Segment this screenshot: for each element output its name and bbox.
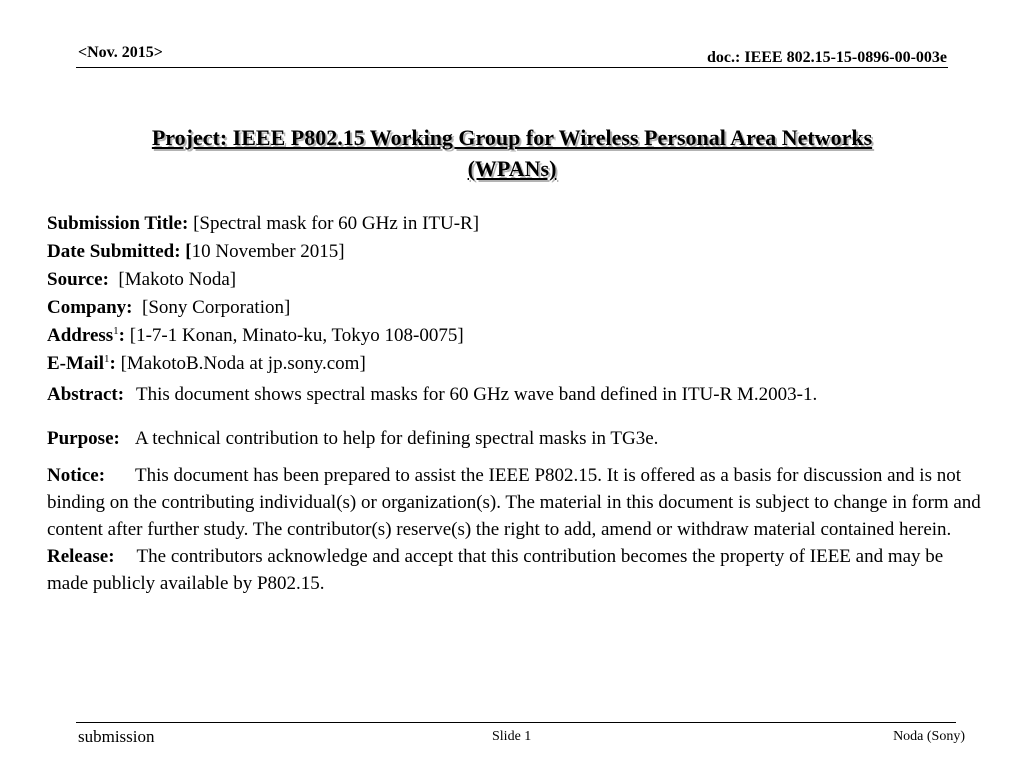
release-paragraph (47, 543, 982, 597)
footer-author: Noda (Sony) (893, 729, 965, 744)
header-divider (76, 67, 948, 68)
footer-submission: submission (78, 727, 155, 746)
notice-paragraph (47, 462, 982, 543)
date-submitted-value: 10 November 2015] (191, 241, 345, 262)
address-colon: : (118, 325, 125, 346)
date-submitted-row (47, 238, 987, 266)
date-submitted-label: Date Submitted: [ (47, 241, 192, 262)
address-value: [1-7-1 Konan, Minato-ku, Tokyo 108-0075] (125, 325, 464, 346)
email-label: E-Mail (47, 353, 104, 374)
release-text: The contributors acknowledge and accept that this contribution becomes the property of IEEE and may be made publicly available by P802.15. (47, 546, 944, 594)
header-doc-id: doc.: IEEE 802.15-15-0896-00-003e (707, 49, 947, 66)
page-title-line2: (WPANs) (467, 156, 557, 181)
purpose-text: A technical contribution to help for defining spectral masks in TG3e. (134, 428, 659, 449)
submission-title-label: Submission Title: (47, 213, 189, 234)
email-footnote-mark: 1 (104, 353, 110, 365)
notice-label: Notice: (47, 465, 106, 486)
page-title (60, 122, 964, 184)
abstract-text: This document shows spectral masks for 60 GHz wave band defined in ITU-R M.2003-1. (136, 384, 818, 405)
purpose-label: Purpose: (47, 428, 120, 449)
submission-title-row (47, 210, 987, 238)
page-title-line1: Project: IEEE P802.15 Working Group for Wireless Personal Area Networks (151, 125, 873, 150)
source-label: Source: (47, 269, 109, 290)
footer-divider (76, 722, 956, 723)
abstract-label: Abstract: (47, 384, 125, 405)
abstract-block (47, 381, 982, 408)
header-date: <Nov. 2015> (78, 44, 163, 61)
company-row (47, 294, 987, 322)
footer-slide-number: Slide 1 (492, 729, 532, 744)
notice-text: This document has been prepared to assist the IEEE P802.15. It is offered as a basis for discussion and is not binding on the contributing individual(s) or organization(s). The material in this document is subject to change in form and content after further study. The contributor(s) reserve(s) the right to add, amend or withdraw material contained herein. (47, 465, 981, 540)
release-label: Release: (47, 546, 115, 567)
purpose-block (47, 425, 982, 452)
company-value: [Sony Corporation] (132, 297, 291, 318)
address-label: Address (47, 325, 114, 346)
email-value: [MakotoB.Noda at jp.sony.com] (115, 353, 366, 374)
source-value: [Makoto Noda] (108, 269, 237, 290)
notice-release-block (47, 462, 982, 597)
submission-title-value: [Spectral mask for 60 GHz in ITU-R] (188, 213, 480, 234)
address-footnote-mark: 1 (113, 325, 119, 337)
submission-info (47, 210, 987, 378)
email-colon: : (109, 353, 116, 374)
company-label: Company: (47, 297, 133, 318)
source-row (47, 266, 987, 294)
address-row (47, 322, 987, 350)
email-row (47, 350, 987, 378)
